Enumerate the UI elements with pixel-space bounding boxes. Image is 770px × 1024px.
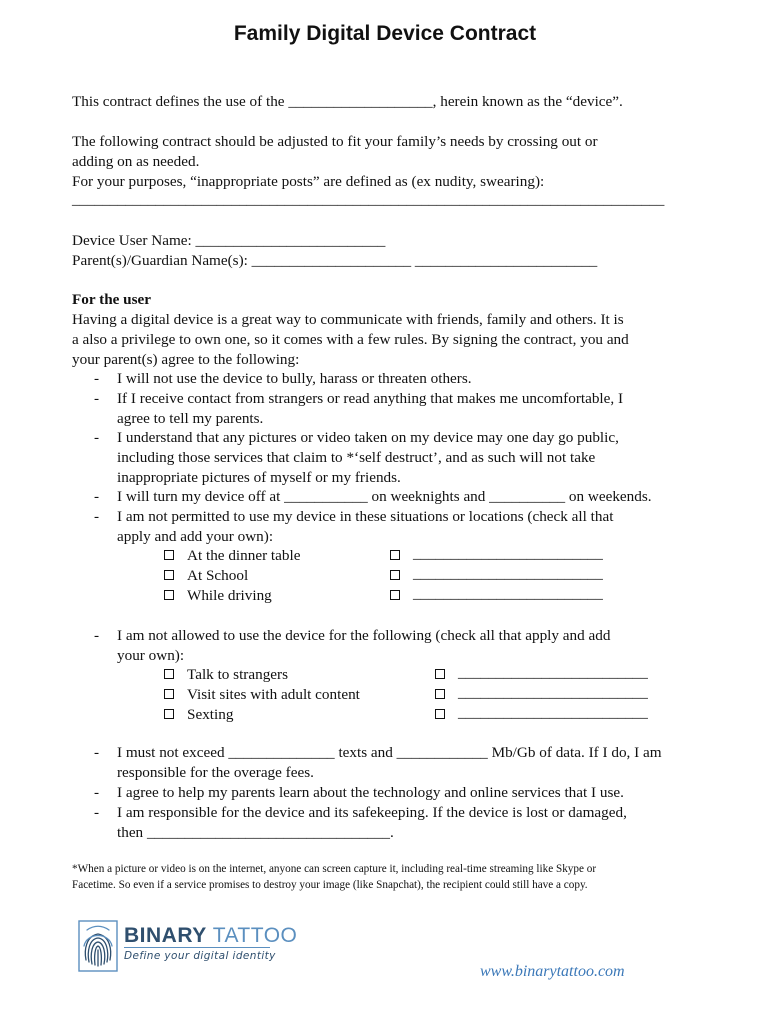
checkbox-talk-to-strangers[interactable] [164, 669, 174, 679]
checkbox-custom-activity-3[interactable] [435, 709, 445, 719]
list-dash: - [94, 744, 100, 761]
custom-activity-blank-3: _________________________ [458, 704, 648, 721]
checkbox-custom-location-3[interactable] [390, 590, 400, 600]
brand-tagline: Define your digital identity [124, 950, 276, 962]
intro-line-2: The following contract should be adjusted to fit your family’s needs by crossing out or [72, 133, 598, 150]
option-while-driving: While driving [187, 587, 272, 604]
intro-line-4: For your purposes, “inappropriate posts” are defined as (ex nudity, swearing): [72, 173, 545, 190]
rule-activities-line-2: your own): [117, 647, 185, 664]
custom-location-blank-2: _________________________ [413, 565, 603, 582]
rule-pictures-line-3: inappropriate pictures of myself or my friends. [117, 469, 401, 486]
device-user-name-field: Device User Name: _________________________ [72, 232, 386, 249]
website-link[interactable]: www.binarytattoo.com [480, 963, 625, 980]
custom-location-blank-1: _________________________ [413, 545, 603, 562]
section-heading: For the user [72, 291, 152, 308]
rule-data-limit-line-1: I must not exceed ______________ texts and ____________ Mb/Gb of data. If I do, I am [117, 744, 662, 761]
rule-activities-line-1: I am not allowed to use the device for the following (check all that apply and add [117, 627, 611, 644]
user-paragraph-line-3: your parent(s) agree to the following: [72, 351, 300, 368]
checkbox-at-school[interactable] [164, 570, 174, 580]
page-title: Family Digital Device Contract [233, 22, 537, 45]
list-dash: - [94, 627, 100, 644]
checkbox-sexting[interactable] [164, 709, 174, 719]
list-dash: - [94, 370, 100, 387]
rule-responsibility-line-1: I am responsible for the device and its safekeeping. If the device is lost or damaged, [117, 804, 627, 821]
option-dinner-table: At the dinner table [187, 547, 301, 564]
list-dash: - [94, 508, 100, 525]
checkbox-custom-activity-1[interactable] [435, 669, 445, 679]
brand-logo-wordmark [124, 924, 297, 948]
rule-no-bullying: I will not use the device to bully, harass or threaten others. [117, 370, 472, 387]
option-adult-sites: Visit sites with adult content [187, 686, 360, 703]
list-dash: - [94, 488, 100, 505]
logo-divider [124, 947, 270, 948]
rule-locations-line-1: I am not permitted to use my device in these situations or locations (check all that [117, 508, 614, 525]
list-dash: - [94, 429, 100, 446]
custom-activity-blank-2: _________________________ [458, 684, 648, 701]
rule-help-parents: I agree to help my parents learn about the technology and online services that I use. [117, 784, 624, 801]
rule-data-limit-line-2: responsible for the overage fees. [117, 764, 314, 781]
rule-pictures-line-2: including those services that claim to *‘self destruct’, and as such will not take [117, 449, 596, 466]
footnote-line-1: *When a picture or video is on the internet, anyone can screen capture it, including real-time streaming like Skype or [72, 863, 597, 875]
guardian-names-field: Parent(s)/Guardian Name(s): _____________________ ________________________ [72, 252, 598, 269]
checkbox-custom-location-1[interactable] [390, 550, 400, 560]
rule-locations-line-2: apply and add your own): [117, 528, 274, 545]
custom-activity-blank-1: _________________________ [458, 664, 648, 681]
rule-strangers-line-2: agree to tell my parents. [117, 410, 264, 427]
option-talk-to-strangers: Talk to strangers [187, 666, 289, 683]
list-dash: - [94, 390, 100, 407]
brand-name-bold: BINARY [124, 924, 207, 947]
rule-responsibility-line-2: then ________________________________. [117, 824, 394, 841]
checkbox-custom-activity-2[interactable] [435, 689, 445, 699]
checkbox-custom-location-2[interactable] [390, 570, 400, 580]
option-sexting: Sexting [187, 706, 234, 723]
intro-line-3: adding on as needed. [72, 153, 200, 170]
inappropriate-definition-blank: ______________________________________________________________________________ [72, 191, 665, 208]
list-dash: - [94, 784, 100, 801]
checkbox-while-driving[interactable] [164, 590, 174, 600]
footnote-line-2: Facetime. So even if a service promises to destroy your image (like Snapchat), the recipient could still have a copy. [72, 879, 588, 891]
fingerprint-logo-icon [78, 920, 118, 972]
custom-location-blank-3: _________________________ [413, 585, 603, 602]
user-paragraph-line-2: a also a privilege to own one, so it comes with a few rules. By signing the contract, you and [72, 331, 629, 348]
checkbox-dinner-table[interactable] [164, 550, 174, 560]
list-dash: - [94, 804, 100, 821]
checkbox-adult-sites[interactable] [164, 689, 174, 699]
rule-device-off-times: I will turn my device off at ___________ on weeknights and __________ on weekends. [117, 488, 652, 505]
rule-strangers-line-1: If I receive contact from strangers or read anything that makes me uncomfortable, I [117, 390, 624, 407]
option-at-school: At School [187, 567, 249, 584]
brand-name-light: TATTOO [212, 924, 298, 947]
user-paragraph-line-1: Having a digital device is a great way to communicate with friends, family and others. It is [72, 311, 624, 328]
rule-pictures-line-1: I understand that any pictures or video taken on my device may one day go public, [117, 429, 619, 446]
intro-line-1: This contract defines the use of the ___________________, herein known as the “device”. [72, 93, 623, 110]
